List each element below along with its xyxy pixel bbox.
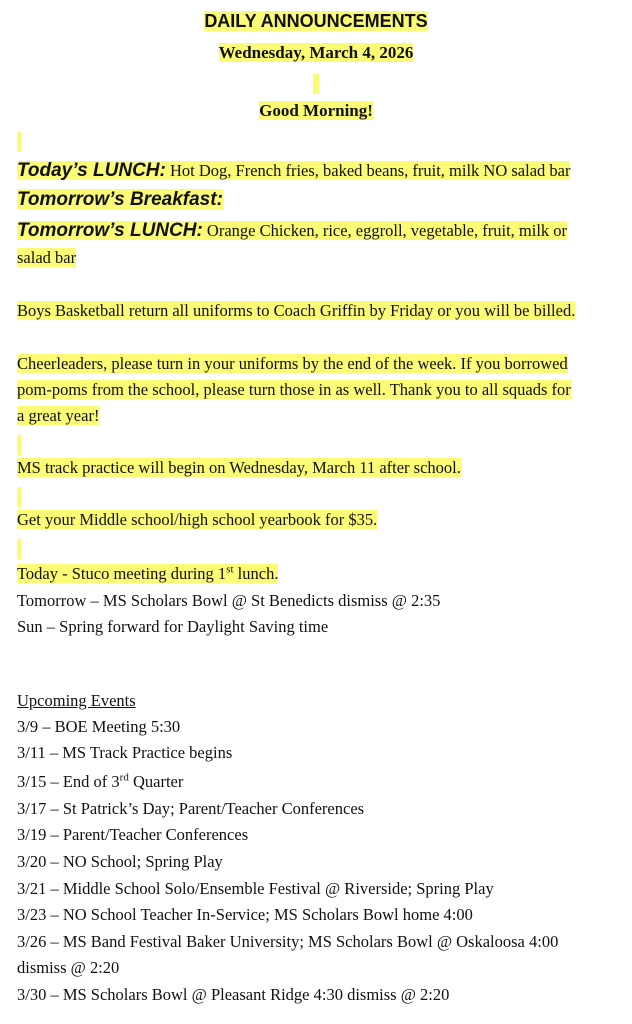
basketball-announcement xyxy=(17,298,622,324)
spacer-marker xyxy=(17,128,622,154)
spacer-marker xyxy=(0,70,632,96)
date-line xyxy=(0,40,632,66)
today-lunch xyxy=(17,158,622,184)
today-lunch-menu: Hot Dog, French fries, baked beans, fruit, milk NO salad bar xyxy=(165,161,571,180)
event-item xyxy=(17,769,622,795)
greeting: Good Morning! xyxy=(259,101,373,120)
cheer-text-3: a great year! xyxy=(17,406,100,425)
tomorrow-breakfast xyxy=(17,187,622,213)
event-item: 3/21 – Middle School Solo/Ensemble Festival @ Riverside; Spring Play xyxy=(17,879,494,898)
cheer-text-2: pom-poms from the school, please turn those in as well. Thank you to all squads for xyxy=(17,380,571,399)
event-item: 3/26 – MS Band Festival Baker University; MS Scholars Bowl @ Oskaloosa 4:00 xyxy=(17,932,559,951)
event-item: 3/30 – MS Scholars Bowl @ Pleasant Ridge 4:30 dismiss @ 2:20 xyxy=(17,985,450,1004)
event-suffix: Quarter xyxy=(128,772,184,791)
today-schedule-prefix: Today - Stuco meeting during 1 xyxy=(17,564,227,583)
event-item: 3/19 – Parent/Teacher Conferences xyxy=(17,825,249,844)
tomorrow-lunch xyxy=(17,218,622,244)
today-schedule-sup: st xyxy=(226,563,234,576)
tomorrow-lunch-cont xyxy=(17,245,622,271)
header xyxy=(0,8,632,35)
spacer-marker xyxy=(17,483,622,509)
highlight-marker xyxy=(17,435,21,455)
highlight-marker xyxy=(313,74,319,94)
event-item: 3/23 – NO School Teacher In-Service; MS Scholars Bowl home 4:00 xyxy=(17,905,473,924)
cheer-announcement-2 xyxy=(17,377,622,403)
today-lunch-label: Today’s LUNCH: xyxy=(17,160,166,181)
greeting-line xyxy=(0,98,632,124)
spacer-marker xyxy=(17,431,622,457)
tomorrow-lunch-menu-cont: salad bar xyxy=(17,248,77,267)
upcoming-heading: Upcoming Events xyxy=(17,691,136,710)
track-text: MS track practice will begin on Wednesday, March 11 after school. xyxy=(17,458,461,477)
track-announcement xyxy=(17,455,622,481)
event-prefix: 3/15 – End of 3 xyxy=(17,772,120,791)
basketball-text: Boys Basketball return all uniforms to Coach Griffin by Friday or you will be billed. xyxy=(17,301,576,320)
tomorrow-lunch-label: Tomorrow’s LUNCH: xyxy=(17,220,203,241)
yearbook-announcement xyxy=(17,507,622,533)
event-item: 3/20 – NO School; Spring Play xyxy=(17,852,223,871)
upcoming-heading-line xyxy=(17,688,622,714)
event-item: 3/17 – St Patrick’s Day; Parent/Teacher Conferences xyxy=(17,799,365,818)
today-schedule xyxy=(17,561,622,587)
highlight-marker xyxy=(17,539,21,559)
tomorrow-lunch-menu: Orange Chicken, rice, eggroll, vegetable, fruit, milk or xyxy=(202,221,568,240)
tomorrow-schedule: Tomorrow – MS Scholars Bowl @ St Benedicts dismiss @ 2:35 xyxy=(17,591,441,610)
yearbook-text: Get your Middle school/high school yearbook for $35. xyxy=(17,510,378,529)
sunday-schedule: Sun – Spring forward for Daylight Saving time xyxy=(17,617,329,636)
highlight-marker xyxy=(17,132,21,152)
event-item: 3/9 – BOE Meeting 5:30 xyxy=(17,717,181,736)
cheer-announcement-1 xyxy=(17,351,622,377)
highlight-marker xyxy=(17,487,21,507)
page-title: DAILY ANNOUNCEMENTS xyxy=(204,11,428,31)
today-schedule-suffix: lunch. xyxy=(233,564,279,583)
event-item-cont: dismiss @ 2:20 xyxy=(17,958,120,977)
cheer-text-1: Cheerleaders, please turn in your uniforms by the end of the week. If you borrowed xyxy=(17,354,568,373)
page-date: Wednesday, March 4, 2026 xyxy=(218,43,414,62)
event-item: 3/11 – MS Track Practice begins xyxy=(17,743,233,762)
tomorrow-breakfast-label: Tomorrow’s Breakfast: xyxy=(17,189,223,210)
cheer-announcement-3 xyxy=(17,403,622,429)
event-sup: rd xyxy=(119,771,129,784)
spacer-marker xyxy=(17,535,622,561)
